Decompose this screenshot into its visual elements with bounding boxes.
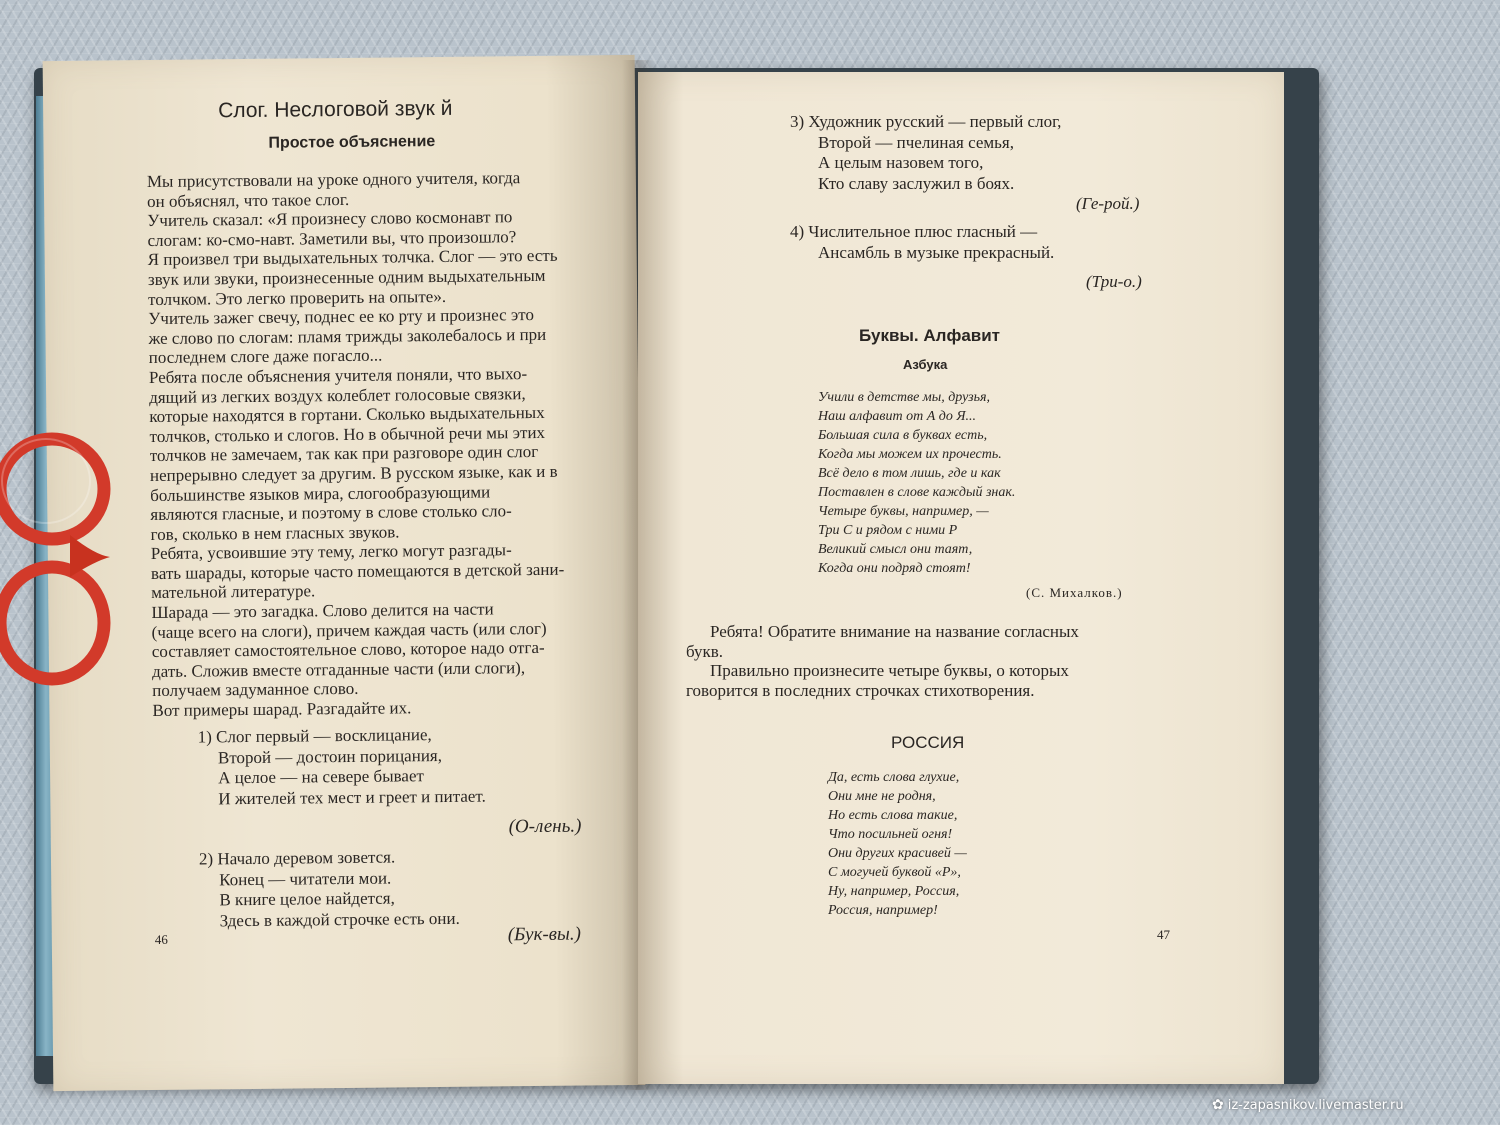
riddle-line: 3) Художник русский — первый слог, [790,112,1062,131]
text-line: же слово по слогам: пламя трижды заколебалось и при [148,324,547,348]
page-title: Слог. Неслоговой звук й [218,96,453,123]
poem-line: Но есть слова такие, [828,808,958,823]
text-line: гов, сколько в нем гласных звуков. [150,522,400,544]
riddle-line: 1) Слог первый — восклицание, [197,725,432,747]
poem-line: Четыре буквы, например, — [818,504,989,519]
riddle-2-answer: (Бук-вы.) [507,923,582,946]
text-line: составляет самостоятельное слово, которое надо отга- [151,638,545,662]
text-line: Мы присутствовали на уроке одного учителя, когда [146,168,521,192]
poem-russia [828,768,967,920]
poem-line: Великий смысл они таят, [818,542,973,557]
text-line: Я произвел три выдыхательных толчка. Слог — это есть [147,246,558,270]
page-number: 47 [1157,927,1170,942]
text-line: Шарада — это загадка. Слово делится на части [151,599,494,623]
flower-icon: ✿ [1212,1097,1224,1113]
page-number: 46 [154,931,168,948]
text-line: вать шарады, которые часто помещаются в детской зани- [150,559,565,583]
text-line: последнем слоге даже погасло... [148,345,383,368]
text-line: непрерывно следует за другим. В русском языке, как и в [149,461,558,485]
poem-line: Всё дело в том лишь, где и как [818,466,1001,481]
poem-line: Ну, например, Россия, [828,884,960,899]
note-line: букв. [686,641,724,661]
riddle-line: И жителей тех мест и греет и питает. [218,786,486,808]
poem-line: Когда мы можем их прочесть. [818,447,1002,462]
poem-line: Когда они подряд стоят! [818,561,971,576]
text-line: толчком. Это легко проверить на опыте». [148,286,447,309]
text-line: толчков, столько и слогов. Но в обычной речи мы этих [149,422,546,446]
riddle-line: В книге целое найдется, [219,888,395,910]
riddle-line: Второй — достоин порицания, [217,745,443,767]
text-line: являются гласные, и поэтому в слове столько сло- [150,501,512,525]
riddle-line: 4) Числительное плюс гласный — [790,222,1038,241]
riddle-line: Конец — читатели мои. [219,868,392,889]
scissors-pivot [70,535,110,577]
poem-line: Три С и рядом с ними Р [818,523,958,538]
riddle-line: Ансамбль в музыке прекрасный. [818,242,1055,262]
riddle-line: 2) Начало деревом зовется. [198,847,396,869]
riddle-2 [199,847,460,932]
text-line: мательной литературе. [151,581,316,603]
text-line: дящий из легких воздух колеблет голосовые связки, [149,383,526,407]
text-line: Ребята после объяснения учителя поняли, что выхо- [148,364,528,387]
body-text [147,167,623,721]
text-line: Учитель зажег свечу, поднес ее ко рту и произнес это [148,305,535,329]
poem-line: Наш алфавит от А до Я... [818,409,977,424]
note-text [686,622,1079,700]
riddle-4-answer: (Три-о.) [1086,272,1142,291]
text-line: Учитель сказал: «Я произнесу слово космонавт по [147,207,513,231]
poem-line: Россия, например! [828,903,938,918]
russia-title: РОССИЯ [891,733,965,752]
text-line: дать. Сложив вместе отгаданные части (или слоги), [151,657,526,681]
text-line: он объяснял, что такое слог. [146,189,350,211]
poem-line: Что посильней огня! [828,827,953,842]
scissors [0,425,130,705]
right-page [638,72,1284,1084]
poem-line: Да, есть слова глухие, [828,770,960,785]
text-line: слогам: ко-смо-навт. Заметили вы, что произошло? [147,226,517,250]
riddle-3 [790,112,1061,194]
riddle-line: А целое — на севере бывает [218,766,424,788]
text-line: звук или звуки, произнесенные одним выдыхательным [147,265,546,290]
text-line: которые находятся в гортани. Сколько выдыхательных [149,403,545,427]
text-line: Ребята, усвоившие эту тему, легко могут разгады- [150,540,512,564]
text-line: (чаще всего на слоги), причем каждая часть (или слог) [151,618,547,642]
poem-line: Они других красивей — [828,846,967,861]
note-line: Правильно произнесите четыре буквы, о которых [710,661,1069,681]
poem-line: Поставлен в слове каждый знак. [818,485,1016,500]
scissors-handle-bottom [0,567,104,679]
riddle-line: А целым назовем того, [818,153,984,172]
poem-title: Азбука [903,357,948,372]
page-subtitle: Простое объяснение [268,133,436,152]
watermark [1212,1097,1404,1113]
poem-line: Они мне не родня, [828,789,936,804]
text-line: получаем задуманное слово. [152,679,359,701]
poem-azbuka [818,388,1015,578]
left-page [43,55,646,1091]
text-line: толчков не замечаем, так как при разговоре один слог [149,442,539,466]
poem-line: Большая сила в буквах есть, [818,428,988,443]
poem-author: (С. Михалков.) [1026,585,1123,600]
riddle-line: Здесь в каждой строчке есть они. [219,908,460,930]
note-line: Ребята! Обратите внимание на название согласных [710,622,1079,641]
riddle-1 [198,725,486,810]
riddle-1-answer: (О-лень.) [508,815,582,838]
poem-line: С могучей буквой «Р», [828,865,961,880]
note-line: говорится в последних строчках стихотворения. [686,680,1035,700]
riddle-3-answer: (Ге-рой.) [1076,194,1140,213]
riddle-line: Кто славу заслужил в боях. [818,173,1015,193]
riddle-line: Второй — пчелиная семья, [818,132,1015,152]
text-line: Вот примеры шарад. Разгадайте их. [152,698,412,721]
watermark-text: iz-zapasnikov.livemaster.ru [1227,1098,1404,1113]
riddle-4 [790,222,1054,263]
poem-line: Учили в детстве мы, друзья, [818,390,990,405]
section-title: Буквы. Алфавит [859,326,1001,345]
text-line: большинстве языков мира, слогообразующими [150,481,491,505]
